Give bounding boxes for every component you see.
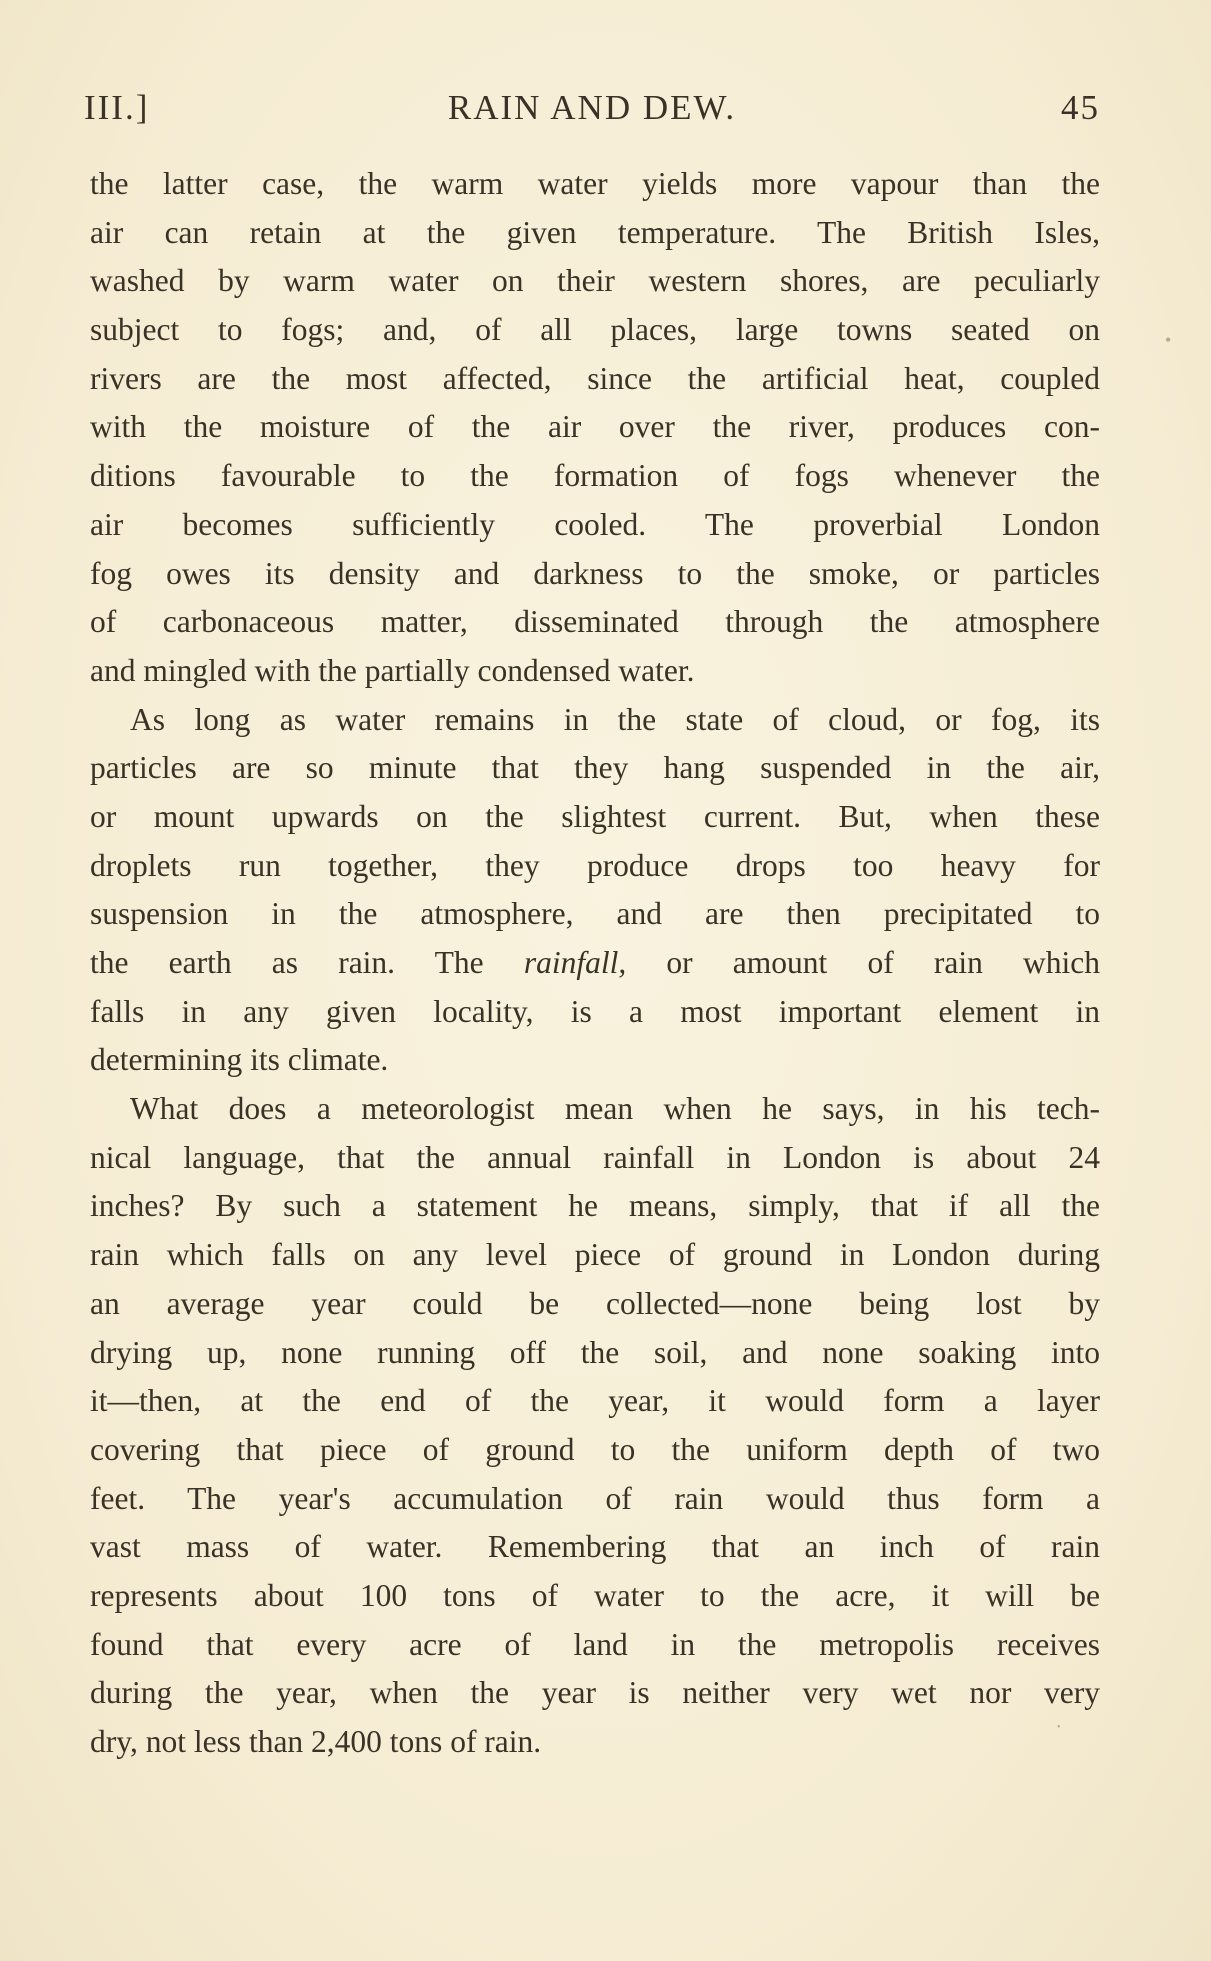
- text-line: feet. The year's accumulation of rain would thus form a: [90, 1480, 1100, 1516]
- text-line: suspension in the atmosphere, and are then precipitated to: [90, 896, 1100, 932]
- text-fragment: the earth as rain. The: [90, 945, 524, 980]
- text-line: found that every acre of land in the metropolis receives: [90, 1626, 1100, 1662]
- chapter-number: III.]: [84, 88, 150, 127]
- text-line: [90, 939, 1100, 988]
- italic-term: rainfall,: [523, 945, 627, 980]
- text-line: the latter case, the warm water yields more vapour than the: [90, 166, 1100, 201]
- text-line: washed by warm water on their western shores, are peculiarly: [90, 263, 1100, 299]
- text-line: rain which falls on any level piece of ground in London during: [90, 1237, 1100, 1273]
- paragraph-first-line: As long as water remains in the state of cloud, or fog, its: [130, 701, 1100, 737]
- text-line: inches? By such a statement he means, simply, that if all the: [90, 1188, 1100, 1224]
- text-line: and mingled with the partially condensed water.: [90, 652, 695, 688]
- margin-speck: •: [1057, 1722, 1061, 1733]
- page-number: 45: [1061, 88, 1100, 127]
- text-line: air becomes sufficiently cooled. The proverbial London: [90, 506, 1100, 542]
- text-line: falls in any given locality, is a most important element in: [90, 993, 1100, 1029]
- margin-speck: •: [1165, 330, 1172, 350]
- body-text: [90, 160, 1100, 1767]
- text-line: or mount upwards on the slightest current. But, when these: [90, 798, 1100, 834]
- text-line: with the moisture of the air over the river, produces con-: [90, 409, 1100, 445]
- text-line: drying up, none running off the soil, and none soaking into: [90, 1334, 1100, 1370]
- text-line: vast mass of water. Remembering that an inch of rain: [90, 1529, 1100, 1565]
- text-fragment: or amount of rain which: [626, 945, 1100, 980]
- text-line: dry, not less than 2,400 tons of rain.: [90, 1724, 542, 1759]
- running-title: RAIN AND DEW.: [447, 88, 737, 127]
- text-line: an average year could be collected—none being lost by: [90, 1285, 1100, 1321]
- text-line: air can retain at the given temperature. The British Isles,: [90, 214, 1100, 250]
- text-line: ditions favourable to the formation of fogs whenever the: [90, 458, 1100, 494]
- text-line: subject to fogs; and, of all places, large towns seated on: [90, 312, 1100, 348]
- text-line: fog owes its density and darkness to the smoke, or particles: [90, 555, 1100, 591]
- text-line: droplets run together, they produce drops too heavy for: [90, 847, 1100, 883]
- text-line: it—then, at the end of the year, it would form a layer: [90, 1383, 1100, 1419]
- text-line: covering that piece of ground to the uniform depth of two: [90, 1431, 1100, 1467]
- text-line: represents about 100 tons of water to the acre, it will be: [90, 1577, 1100, 1613]
- running-header: [84, 88, 1100, 138]
- text-line: rivers are the most affected, since the artificial heat, coupled: [90, 360, 1100, 396]
- text-line: during the year, when the year is neither very wet nor very: [90, 1675, 1100, 1711]
- text-line: particles are so minute that they hang suspended in the air,: [90, 750, 1100, 786]
- text-line: determining its climate.: [90, 1042, 389, 1078]
- paragraph-first-line: What does a meteorologist mean when he says, in his tech-: [130, 1091, 1100, 1127]
- text-line: nical language, that the annual rainfall in London is about 24: [90, 1139, 1100, 1175]
- text-line: of carbonaceous matter, disseminated through the atmosphere: [90, 604, 1100, 640]
